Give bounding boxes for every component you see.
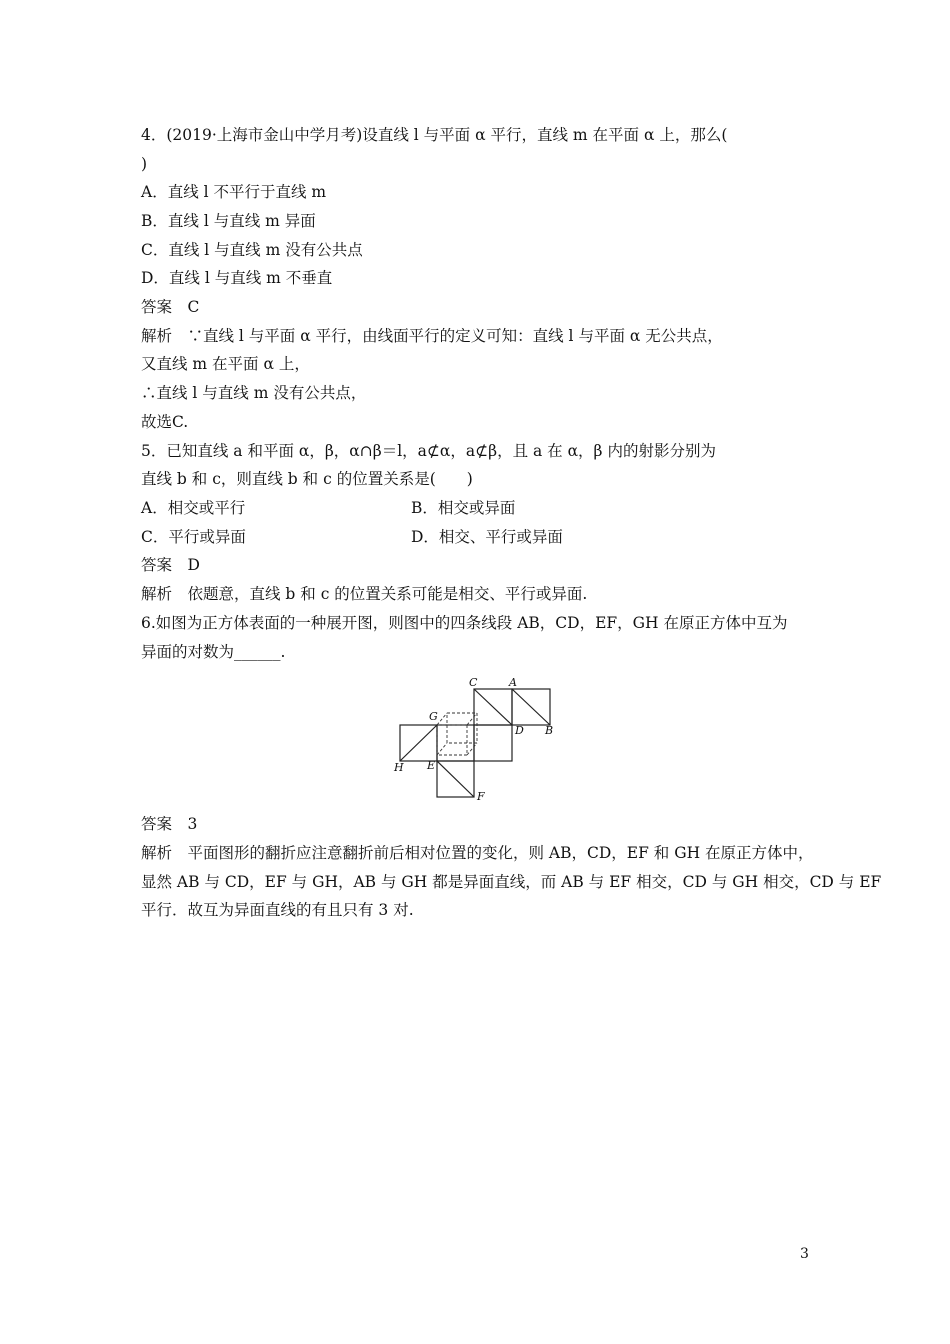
q5-analysis: 解析 依题意，直线 b 和 c 的位置关系可能是相交、平行或异面. <box>141 585 588 603</box>
q4-analysis-line1: 解析 ∵直线 l 与平面 α 平行，由线面平行的定义可知：直线 l 与平面 α 无公共点， <box>141 327 723 345</box>
q5-answer: 答案 D <box>141 556 200 574</box>
label-h: H <box>394 761 404 774</box>
q4-analysis-line3: ∴直线 l 与直线 m 没有公共点， <box>141 384 367 402</box>
q5-option-c: C．平行或异面 <box>141 528 246 546</box>
q6-answer: 答案 3 <box>141 815 198 833</box>
q4-answer: 答案 C <box>141 298 200 316</box>
label-f: F <box>477 790 485 803</box>
label-c: C <box>469 676 478 689</box>
q5-option-a: A．相交或平行 <box>141 499 246 517</box>
q6-stem-line2: 异面的对数为______. <box>141 643 286 661</box>
q4-option-d: D．直线 l 与直线 m 不垂直 <box>141 269 333 287</box>
page-number: 3 <box>800 1246 809 1262</box>
label-d: D <box>515 724 524 737</box>
q4-analysis-line2: 又直线 m 在平面 α 上， <box>141 355 310 373</box>
q6-analysis-line1: 解析 平面图形的翻折应注意翻折前后相对位置的变化，则 AB，CD，EF 和 GH 在原正方体中， <box>141 844 814 862</box>
cube-net-figure <box>385 672 595 807</box>
q5-option-b: B．相交或异面 <box>411 499 516 517</box>
label-g: G <box>429 710 438 723</box>
q6-analysis-line3: 平行．故互为异面直线的有且只有 3 对. <box>141 901 414 919</box>
q4-option-c: C．直线 l 与直线 m 没有公共点 <box>141 241 363 259</box>
q4-option-a: A．直线 l 不平行于直线 m <box>141 183 327 201</box>
q5-option-d: D．相交、平行或异面 <box>411 528 563 546</box>
label-e: E <box>427 759 436 772</box>
q6-analysis-line2: 显然 AB 与 CD，EF 与 GH，AB 与 GH 都是异面直线，而 AB 与 EF 相交，CD 与 GH 相交，CD 与 EF <box>141 873 882 891</box>
label-a: A <box>509 676 517 689</box>
q4-stem-line1: 4．(2019·上海市金山中学月考)设直线 l 与平面 α 平行，直线 m 在平面 α 上，那么( <box>141 126 728 144</box>
q4-analysis-line4: 故选C. <box>141 413 189 431</box>
q4-option-b: B．直线 l 与直线 m 异面 <box>141 212 316 230</box>
q6-stem-line1: 6.如图为正方体表面的一种展开图，则图中的四条线段 AB，CD，EF，GH 在原正方体中互为 <box>141 614 788 632</box>
q5-stem-line2: 直线 b 和 c，则直线 b 和 c 的位置关系是( ) <box>141 470 473 488</box>
q4-stem-line2: ) <box>141 155 148 173</box>
q5-stem-line1: 5．已知直线 a 和平面 α，β，α∩β＝l，a⊄α，a⊄β，且 a 在 α，β 内的射影分别为 <box>141 442 716 460</box>
label-b: B <box>545 724 554 737</box>
